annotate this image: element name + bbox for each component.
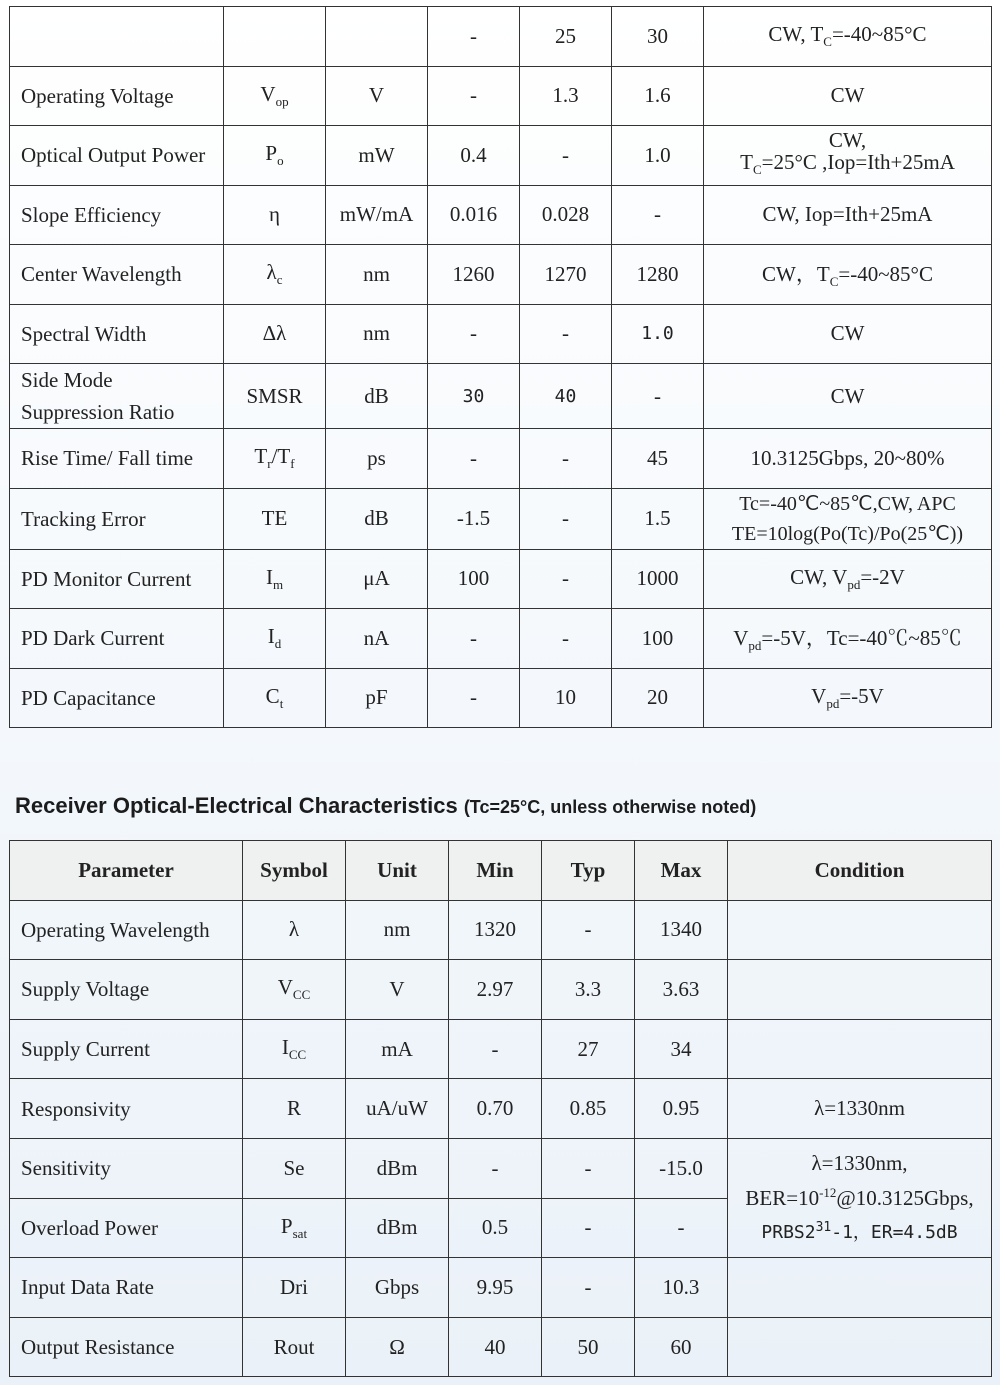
min-cell: - [428, 304, 520, 364]
condition-cell [704, 245, 992, 305]
unit-cell: Gbps [346, 1258, 449, 1318]
symbol-text: I [281, 1034, 289, 1059]
max-cell: 1.0 [612, 304, 704, 364]
min-cell: - [449, 1019, 542, 1079]
symbol-text: P [280, 1213, 293, 1238]
unit-cell: V [346, 960, 449, 1020]
table-row [10, 960, 992, 1020]
symbol-cell: R [243, 1079, 346, 1139]
symbol-cell: TE [224, 488, 326, 549]
symbol-cell [224, 126, 326, 186]
symbol-text: V [260, 81, 276, 106]
typ-cell: - [542, 1198, 635, 1258]
typ-cell: - [542, 1138, 635, 1198]
min-cell: 40 [449, 1317, 542, 1377]
condition-superscript: -12 [819, 1185, 837, 1201]
unit-cell: ps [326, 429, 428, 489]
symbol-text: λ [266, 260, 277, 285]
condition-tail: -1，ER=4.5dB [831, 1222, 958, 1244]
table-row [10, 549, 992, 609]
condition-text: CW, T [768, 22, 824, 47]
condition-cell [704, 7, 992, 67]
unit-cell: Ω [346, 1317, 449, 1377]
symbol-subscript-2: f [290, 456, 295, 472]
condition-line-1: Tc=-40℃~85℃,CW, APC [739, 492, 956, 515]
min-cell: 2.97 [449, 960, 542, 1020]
condition-subscript: pd [826, 695, 840, 711]
symbol-cell [224, 549, 326, 609]
condition-cell [728, 1019, 992, 1079]
symbol-cell [224, 66, 326, 126]
symbol-cell [243, 1198, 346, 1258]
symbol-cell: Se [243, 1138, 346, 1198]
table-row [10, 609, 992, 669]
condition-text: CW, V [790, 564, 848, 589]
typ-cell: - [520, 549, 612, 609]
condition-cell [728, 1258, 992, 1318]
symbol-cell: Rout [243, 1317, 346, 1377]
typ-cell: - [542, 900, 635, 960]
min-cell: - [428, 429, 520, 489]
condition-subscript: pd [748, 638, 762, 654]
table-row [10, 429, 992, 489]
condition-text: T [740, 150, 753, 175]
unit-cell: dBm [346, 1198, 449, 1258]
param-cell: Responsivity [10, 1079, 243, 1139]
typ-cell: - [520, 126, 612, 186]
min-cell: - [428, 66, 520, 126]
symbol-cell [224, 609, 326, 669]
condition-superscript: 31 [815, 1220, 832, 1236]
typ-cell: 10 [520, 668, 612, 728]
max-cell: 1.6 [612, 66, 704, 126]
symbol-cell: λ [243, 900, 346, 960]
condition-text: V [811, 683, 827, 708]
param-cell [10, 7, 224, 67]
condition-cell [704, 609, 992, 669]
min-cell: - [428, 609, 520, 669]
condition-cell [728, 960, 992, 1020]
typ-cell: - [520, 429, 612, 489]
symbol-cell [243, 1019, 346, 1079]
condition-text: PRBS2 [761, 1222, 816, 1244]
condition-line-1: CW, [828, 128, 867, 153]
max-cell: - [612, 185, 704, 245]
max-cell: - [612, 364, 704, 429]
condition-text: V [733, 626, 749, 651]
typ-cell: 1270 [520, 245, 612, 305]
condition-tail: =-40~85°C [838, 262, 933, 287]
unit-cell: nm [326, 245, 428, 305]
table-row [10, 488, 992, 549]
condition-cell [728, 1317, 992, 1377]
symbol-text: C [265, 683, 280, 708]
max-cell: 30 [612, 7, 704, 67]
min-cell: -1.5 [428, 488, 520, 549]
table-row [10, 66, 992, 126]
param-cell: Output Resistance [10, 1317, 243, 1377]
min-cell: 1320 [449, 900, 542, 960]
table-row [10, 364, 992, 429]
condition-line-2 [708, 151, 987, 181]
typ-cell: - [520, 488, 612, 549]
unit-cell [326, 7, 428, 67]
max-cell: 34 [635, 1019, 728, 1079]
merged-condition-cell [728, 1138, 992, 1257]
header-typ: Typ [542, 841, 635, 901]
min-cell: 30 [428, 364, 520, 429]
condition-tail: =-5V，Tc=-40℃~85℃ [761, 626, 962, 651]
symbol-cell: Δλ [224, 304, 326, 364]
table-row [10, 185, 992, 245]
header-min: Min [449, 841, 542, 901]
symbol-subscript: t [279, 695, 284, 711]
param-cell: PD Monitor Current [10, 549, 224, 609]
typ-cell: - [520, 609, 612, 669]
condition-cell: CW [704, 364, 992, 429]
min-cell: 0.4 [428, 126, 520, 186]
condition-tail: =-5V [839, 683, 884, 708]
param-cell: Side Mode Suppression Ratio [10, 364, 224, 429]
typ-cell: 3.3 [542, 960, 635, 1020]
condition-cell [704, 668, 992, 728]
typ-cell: 25 [520, 7, 612, 67]
symbol-cell: η [224, 185, 326, 245]
condition-tail: =25°C ,Iop=Ith+25mA [761, 150, 955, 175]
symbol-subscript: CC [288, 1047, 307, 1063]
typ-cell: 50 [542, 1317, 635, 1377]
condition-cell: λ=1330nm [728, 1079, 992, 1139]
condition-tail: @10.3125Gbps, [836, 1186, 974, 1211]
param-cell: Supply Current [10, 1019, 243, 1079]
symbol-subscript: m [272, 576, 284, 592]
table-row [10, 245, 992, 305]
param-cell: Rise Time/ Fall time [10, 429, 224, 489]
max-cell: 20 [612, 668, 704, 728]
symbol-cell [224, 429, 326, 489]
condition-line-1: λ=1330nm, [811, 1151, 908, 1176]
header-condition: Condition [728, 841, 992, 901]
param-cell: PD Capacitance [10, 668, 224, 728]
max-cell: 45 [612, 429, 704, 489]
condition-subscript: C [752, 162, 762, 178]
condition-cell [704, 126, 992, 186]
condition-cell: CW, Iop=Ith+25mA [704, 185, 992, 245]
condition-cell [704, 549, 992, 609]
table-row [10, 900, 992, 960]
max-cell: 100 [612, 609, 704, 669]
symbol-text: I [267, 624, 275, 649]
param-cell: Tracking Error [10, 488, 224, 549]
typ-cell: - [542, 1258, 635, 1318]
max-cell: 1340 [635, 900, 728, 960]
symbol-subscript: op [275, 93, 289, 109]
max-cell: 1.0 [612, 126, 704, 186]
param-cell: Optical Output Power [10, 126, 224, 186]
condition-line-2 [732, 1178, 987, 1213]
typ-cell: - [520, 304, 612, 364]
symbol-subscript: c [276, 272, 283, 288]
typ-cell: 0.028 [520, 185, 612, 245]
symbol-text: V [277, 975, 293, 1000]
typ-cell: 40 [520, 364, 612, 429]
condition-text: BER=10 [745, 1186, 820, 1211]
table-header-row [10, 841, 992, 901]
unit-cell: nm [346, 900, 449, 960]
unit-cell: mA [346, 1019, 449, 1079]
typ-cell: 1.3 [520, 66, 612, 126]
condition-cell [704, 488, 992, 549]
max-cell: 0.95 [635, 1079, 728, 1139]
unit-cell: uA/uW [346, 1079, 449, 1139]
symbol-cell: Dri [243, 1258, 346, 1318]
unit-cell: μA [326, 549, 428, 609]
min-cell: 100 [428, 549, 520, 609]
symbol-text: I [265, 564, 273, 589]
table-row [10, 7, 992, 67]
min-cell: - [428, 668, 520, 728]
symbol-cell [243, 960, 346, 1020]
condition-cell: CW [704, 66, 992, 126]
condition-cell: 10.3125Gbps, 20~80% [704, 429, 992, 489]
unit-cell: dBm [346, 1138, 449, 1198]
unit-cell: dB [326, 488, 428, 549]
min-cell: 0.5 [449, 1198, 542, 1258]
receiver-characteristics-table [9, 840, 992, 1377]
min-cell: 9.95 [449, 1258, 542, 1318]
table-row [10, 1317, 992, 1377]
symbol-subscript: d [274, 636, 282, 652]
unit-cell: nm [326, 304, 428, 364]
min-cell: 1260 [428, 245, 520, 305]
transmitter-characteristics-table [9, 6, 992, 728]
max-cell: 1.5 [612, 488, 704, 549]
unit-cell: V [326, 66, 428, 126]
unit-cell: dB [326, 364, 428, 429]
param-cell: PD Dark Current [10, 609, 224, 669]
table-row [10, 1019, 992, 1079]
symbol-cell [224, 7, 326, 67]
max-cell: 10.3 [635, 1258, 728, 1318]
symbol-text: T [254, 444, 268, 469]
condition-subscript: pd [847, 576, 861, 592]
max-cell: - [635, 1198, 728, 1258]
param-cell: Supply Voltage [10, 960, 243, 1020]
symbol-subscript: r [267, 456, 272, 472]
condition-cell [728, 900, 992, 960]
condition-cell: CW [704, 304, 992, 364]
min-cell: 0.70 [449, 1079, 542, 1139]
unit-cell: nA [326, 609, 428, 669]
header-unit: Unit [346, 841, 449, 901]
symbol-cell: SMSR [224, 364, 326, 429]
section-title-note: (Tc=25°C, unless otherwise noted) [463, 797, 757, 817]
param-cell: Operating Wavelength [10, 900, 243, 960]
param-cell: Center Wavelength [10, 245, 224, 305]
param-cell: Spectral Width [10, 304, 224, 364]
max-cell: 1000 [612, 549, 704, 609]
table-row [10, 126, 992, 186]
section-title [15, 793, 756, 819]
unit-cell: mW [326, 126, 428, 186]
condition-tail: =-2V [860, 564, 905, 589]
header-symbol: Symbol [243, 841, 346, 901]
symbol-subscript: sat [292, 1225, 308, 1241]
table-row [10, 304, 992, 364]
typ-cell: 27 [542, 1019, 635, 1079]
condition-line-2: TE=10log(Po(Tc)/Po(25℃)) [731, 522, 964, 545]
condition-line-3 [732, 1213, 987, 1248]
param-cell: Slope Efficiency [10, 185, 224, 245]
condition-tail: =-40~85°C [831, 22, 927, 47]
header-max: Max [635, 841, 728, 901]
param-cell: Overload Power [10, 1198, 243, 1258]
max-cell: 3.63 [635, 960, 728, 1020]
min-cell: 0.016 [428, 185, 520, 245]
table-row [10, 668, 992, 728]
symbol-cell [224, 245, 326, 305]
header-parameter: Parameter [10, 841, 243, 901]
min-cell: - [428, 7, 520, 67]
param-cell: Input Data Rate [10, 1258, 243, 1318]
symbol-subscript: CC [292, 987, 311, 1003]
unit-cell: mW/mA [326, 185, 428, 245]
max-cell: 60 [635, 1317, 728, 1377]
table-row [10, 1079, 992, 1139]
typ-cell: 0.85 [542, 1079, 635, 1139]
condition-text: CW，T [762, 262, 830, 287]
max-cell: 1280 [612, 245, 704, 305]
table-row [10, 1138, 992, 1198]
condition-subscript: C [823, 34, 832, 50]
condition-subscript: C [829, 274, 839, 290]
symbol-subscript: o [277, 153, 284, 169]
symbol-text-2: /T [271, 444, 291, 469]
param-cell: Sensitivity [10, 1138, 243, 1198]
min-cell: - [449, 1138, 542, 1198]
unit-cell: pF [326, 668, 428, 728]
param-cell: Operating Voltage [10, 66, 224, 126]
symbol-text: P [265, 141, 278, 166]
table-row [10, 1258, 992, 1318]
max-cell: -15.0 [635, 1138, 728, 1198]
symbol-cell [224, 668, 326, 728]
section-title-text: Receiver Optical-Electrical Characteristics [15, 793, 458, 818]
